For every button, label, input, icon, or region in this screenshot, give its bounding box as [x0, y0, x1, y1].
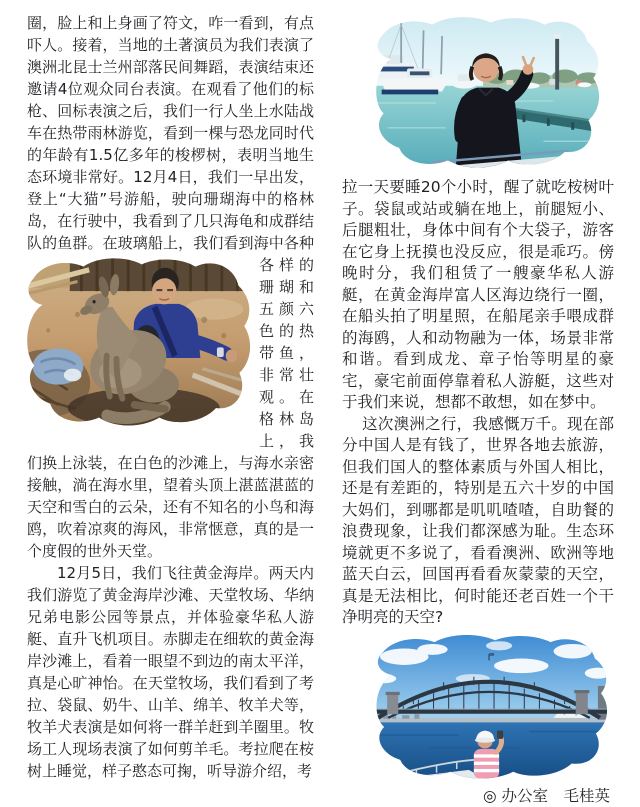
left-para1-part1: 圈，脸上和上身画了符文，咋一看到，有点吓人。接着，当地的土著演员为我们表演了澳洲北昆士兰州部落民间舞蹈，表演结束还邀请4位观众同台表演。在观看了他们的标枪、回标表演之后，我们一行人坐上水陆战车在热带雨林游览，看到一棵与恐龙同时代的年龄有1.5亿多年的梭椤树，表明当地生态环境非常好。12月4日，我们一早出发，登上“大猫”号游船，驶向珊瑚海中的格林岛，在行驶中，我看到了几只海龟和成群结队的鱼群。在玻璃船上，我们看到海中各种 [27, 14, 314, 252]
marina-photo [368, 15, 602, 168]
left-paragraph-1 [27, 12, 314, 562]
right-paragraph-2: 这次澳洲之行，我感慨万千。现在部分中国人是有钱了，世界各地去旅游，但我们国人的整体素质与外国人相比，还是有差距的，特别是五六十岁的中国大妈们，到哪都是叽叽喳喳，自助餐的浪费现象，让我们都深感为耻。生态环境就更不多说了，看看澳洲、欧洲等地蓝天白云，回国再看看灰蒙蒙的天空，真是无法相比，何时能还老百姓一个干净明亮的天空? [342, 414, 614, 629]
marina-photo-illustration [368, 15, 602, 168]
right-column [342, 0, 614, 807]
harbour-bridge-photo [368, 633, 610, 779]
left-para1-part2: 各样的珊瑚和五颜六色的热带鱼，非常壮观。在格林岛上，我们换上泳装，在白色的沙滩上，与海水亲密接触，淌在海水里，望着头顶上湛蓝湛蓝的天空和雪白的云朵，还有不知名的小鸟和海鸥，吹着凉爽的海风，非常惬意，真的是一个度假的世外天堂。 [27, 256, 314, 560]
byline: ◎ 办公室 毛桂英 [342, 786, 614, 807]
left-column [27, 0, 314, 782]
left-paragraph-2: 12月5日，我们飞往黄金海岸。两天内我们游览了黄金海岸沙滩、天堂牧场、华纳兄弟电影公园等景点，并体验豪华私人游艇、直升飞机项目。赤脚走在细软的黄金海岸沙滩上，看着一眼望不到边的南太平洋，真是心旷神怡。在天堂牧场，我们看到了考拉、袋鼠、奶牛、山羊、绵羊、牧羊犬等，牧羊犬表演是如何将一群羊赶到羊圈里。牧场工人现场表演了如何剪羊毛。考拉爬在桉树上睡觉，样子憨态可掬，听导游介绍，考 [27, 562, 314, 782]
right-paragraph-1: 拉一天要睡20个小时，醒了就吃桉树叶子。袋鼠或站或躺在地上，前腿短小、后腿粗壮，身体中间有个大袋子，游客在它身上抚摸也没反应，很是乖巧。傍晚时分，我们租赁了一艘豪华私人游艇，在黄金海岸富人区海边绕行一圈，在船头拍了明星照，在船尾亲手喂成群的海鸥，人和动物融为一体，场景非常和谐。看到成龙、章子怡等明星的豪宅，豪宅前面停靠着私人游艇，这些对于我们来说，想都不敢想，如在梦中。 [342, 177, 614, 414]
kangaroo-photo-illustration [19, 256, 253, 426]
kangaroo-photo [19, 256, 253, 426]
harbour-bridge-photo-illustration [368, 633, 610, 779]
